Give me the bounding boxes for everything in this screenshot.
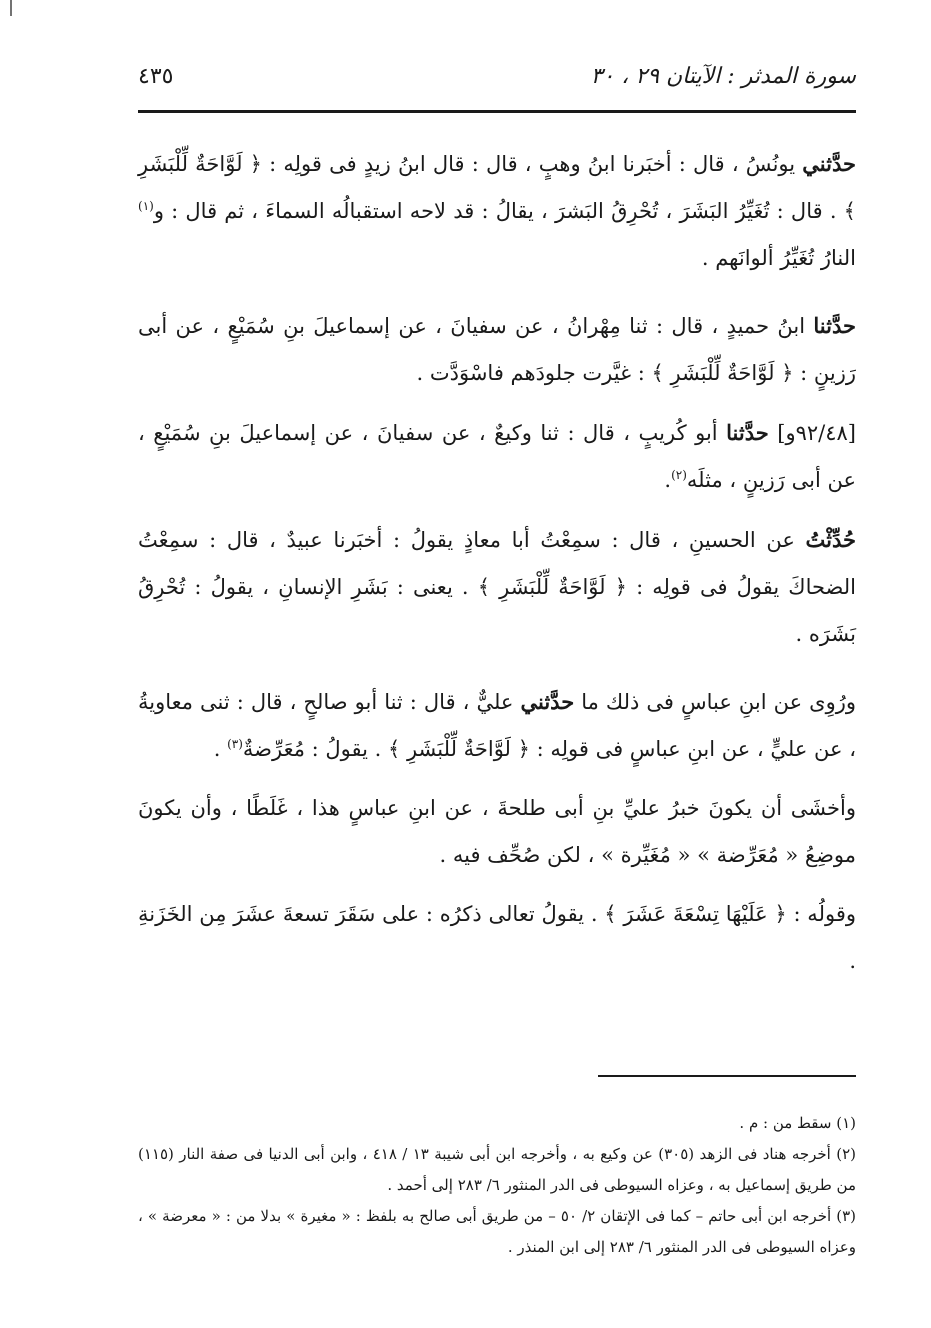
header-rule <box>138 110 856 113</box>
footnote-rule <box>598 1075 856 1077</box>
page-header <box>138 60 856 100</box>
paragraph-text: يونُسُ ، قال : أخبَرنا ابنُ وهبٍ ، قال : قال ابنُ زيدٍ فى قولِه : ﴿ لَوَّاحَةٌ لِّلْبَشَرِ ﴾ . قال : تُغَيِّرُ البَشَرَ ، تُحْرِقُ البَشرَ ، يقالُ : قد لاحه استقبالُه السماءَ ، ثم قال : و <box>138 152 856 223</box>
paragraph-6 <box>138 785 856 879</box>
footnote-3: (٣) أخرجه ابن أبى حاتم – كما فى الإتقان ٢/ ٥٠ – من طريق أبى صالح به بلفظ : « مغيرة » بدلا من : « معرضة » ، وعزاه السيوطى فى الدر المنثور ٦/ ٢٨٣ إلى ابن المنذر . <box>138 1207 856 1256</box>
footnotes <box>138 1108 856 1263</box>
narration-keyword: حدَّثني <box>802 151 856 176</box>
paragraph-text: وأخشَى أن يكونَ خبرُ عليِّ بنِ أبى طلحةَ ، عن ابنِ عباسٍ هذا ، غَلَطًا ، وأن يكونَ موضِعُ « مُعَرِّضة » « مُغَيِّرة » ، لكن صُحِّف فيه . <box>138 796 856 867</box>
paragraph-text: عليٌّ ، قال : ثنا أبو صالحٍ ، قال : ثنى معاويةُ ، عن عليٍّ ، عن ابنِ عباسٍ فى قولِه : ﴿ لَوَّاحَةٌ لِّلْبَشَرِ ﴾ . يقولُ : مُعَرِّضةٌ <box>138 690 856 761</box>
paragraph-text: عن الحسينِ ، قال : سمِعْتُ أبا معاذٍ يقولُ : أخبَرنا عبيدٌ ، قال : سمِعْتُ الضحاكَ يقولُ فى قولِه : ﴿ لَوَّاحَةٌ لِّلْبَشَرِ ﴾ . يعنى : بَشَرِ الإنسانِ ، يقولُ : تُحْرِقُ بَشَرَه . <box>138 528 856 646</box>
footnote-ref-3: (٣) <box>227 737 243 751</box>
paragraph-7 <box>138 891 856 985</box>
paragraph-1 <box>138 140 856 282</box>
paragraph-text: ابنُ حميدٍ ، قال : ثنا مِهْرانُ ، عن سفيانَ ، عن إسماعيلَ بنِ سُمَيْعٍ ، عن أبى رَزينٍ : ﴿ لَوَّاحَةٌ لِّلْبَشَرِ ﴾ : غيَّرت جلودَهم فاسْوَدَّت . <box>138 314 856 385</box>
paragraph-2 <box>138 302 856 397</box>
paragraph-intro: ورُوِى عن ابنِ عباسٍ فى ذلك ما <box>574 690 856 714</box>
narration-keyword: حدَّثنا <box>813 313 856 338</box>
footnote-2: (٢) أخرجه هناد فى الزهد (٣٠٥) عن وكيع به ، وأخرجه ابن أبى شيبة ١٣ / ٤١٨ ، وابن أبى الدنيا فى صفة النار (١١٥) من طريق إسماعيل به ، وعزاه السيوطى فى الدر المنثور ٦/ ٢٨٣ إلى أحمد . <box>138 1145 857 1194</box>
paragraph-5 <box>138 678 856 773</box>
paragraph-text: أبو كُريبٍ ، قال : ثنا وكيعٌ ، عن سفيانَ ، عن إسماعيلَ بنِ سُمَيْعٍ ، عن أبى رَزينٍ ، مثلَه <box>138 421 856 492</box>
paragraph-text: وقولُه : ﴿ عَلَيْهَا تِسْعَةَ عَشَرَ ﴾ . يقولُ تعالى ذكرُه : على سَقَرَ تسعةَ عشَرَ مِن الخَزَنةِ . <box>138 902 856 973</box>
narration-keyword: حدَّثنا <box>726 420 769 445</box>
running-title: سورة المدثر : الآيتان ٢٩ ، ٣٠ <box>590 64 856 89</box>
paragraph-4 <box>138 516 856 658</box>
narration-keyword: حدَّثني <box>520 689 575 714</box>
footnote-ref-1: (١) <box>138 199 154 213</box>
main-text <box>138 140 856 997</box>
paragraph-text-after: . <box>213 737 228 761</box>
narration-keyword: حُدِّثْتُ <box>805 527 856 552</box>
page-number: ٤٣٥ <box>138 64 174 89</box>
manuscript-folio-ref: [٩٢/٤٨و] <box>768 421 856 445</box>
corner-mark <box>6 0 16 18</box>
paragraph-text-after: . <box>664 468 672 492</box>
footnote-1: (١) سقط من : م . <box>739 1114 856 1132</box>
footnote-ref-2: (٢) <box>671 468 687 482</box>
paragraph-text-after: النارُ تُغَيِّرُ ألوانَهم . <box>701 246 856 270</box>
paragraph-3 <box>138 409 856 504</box>
